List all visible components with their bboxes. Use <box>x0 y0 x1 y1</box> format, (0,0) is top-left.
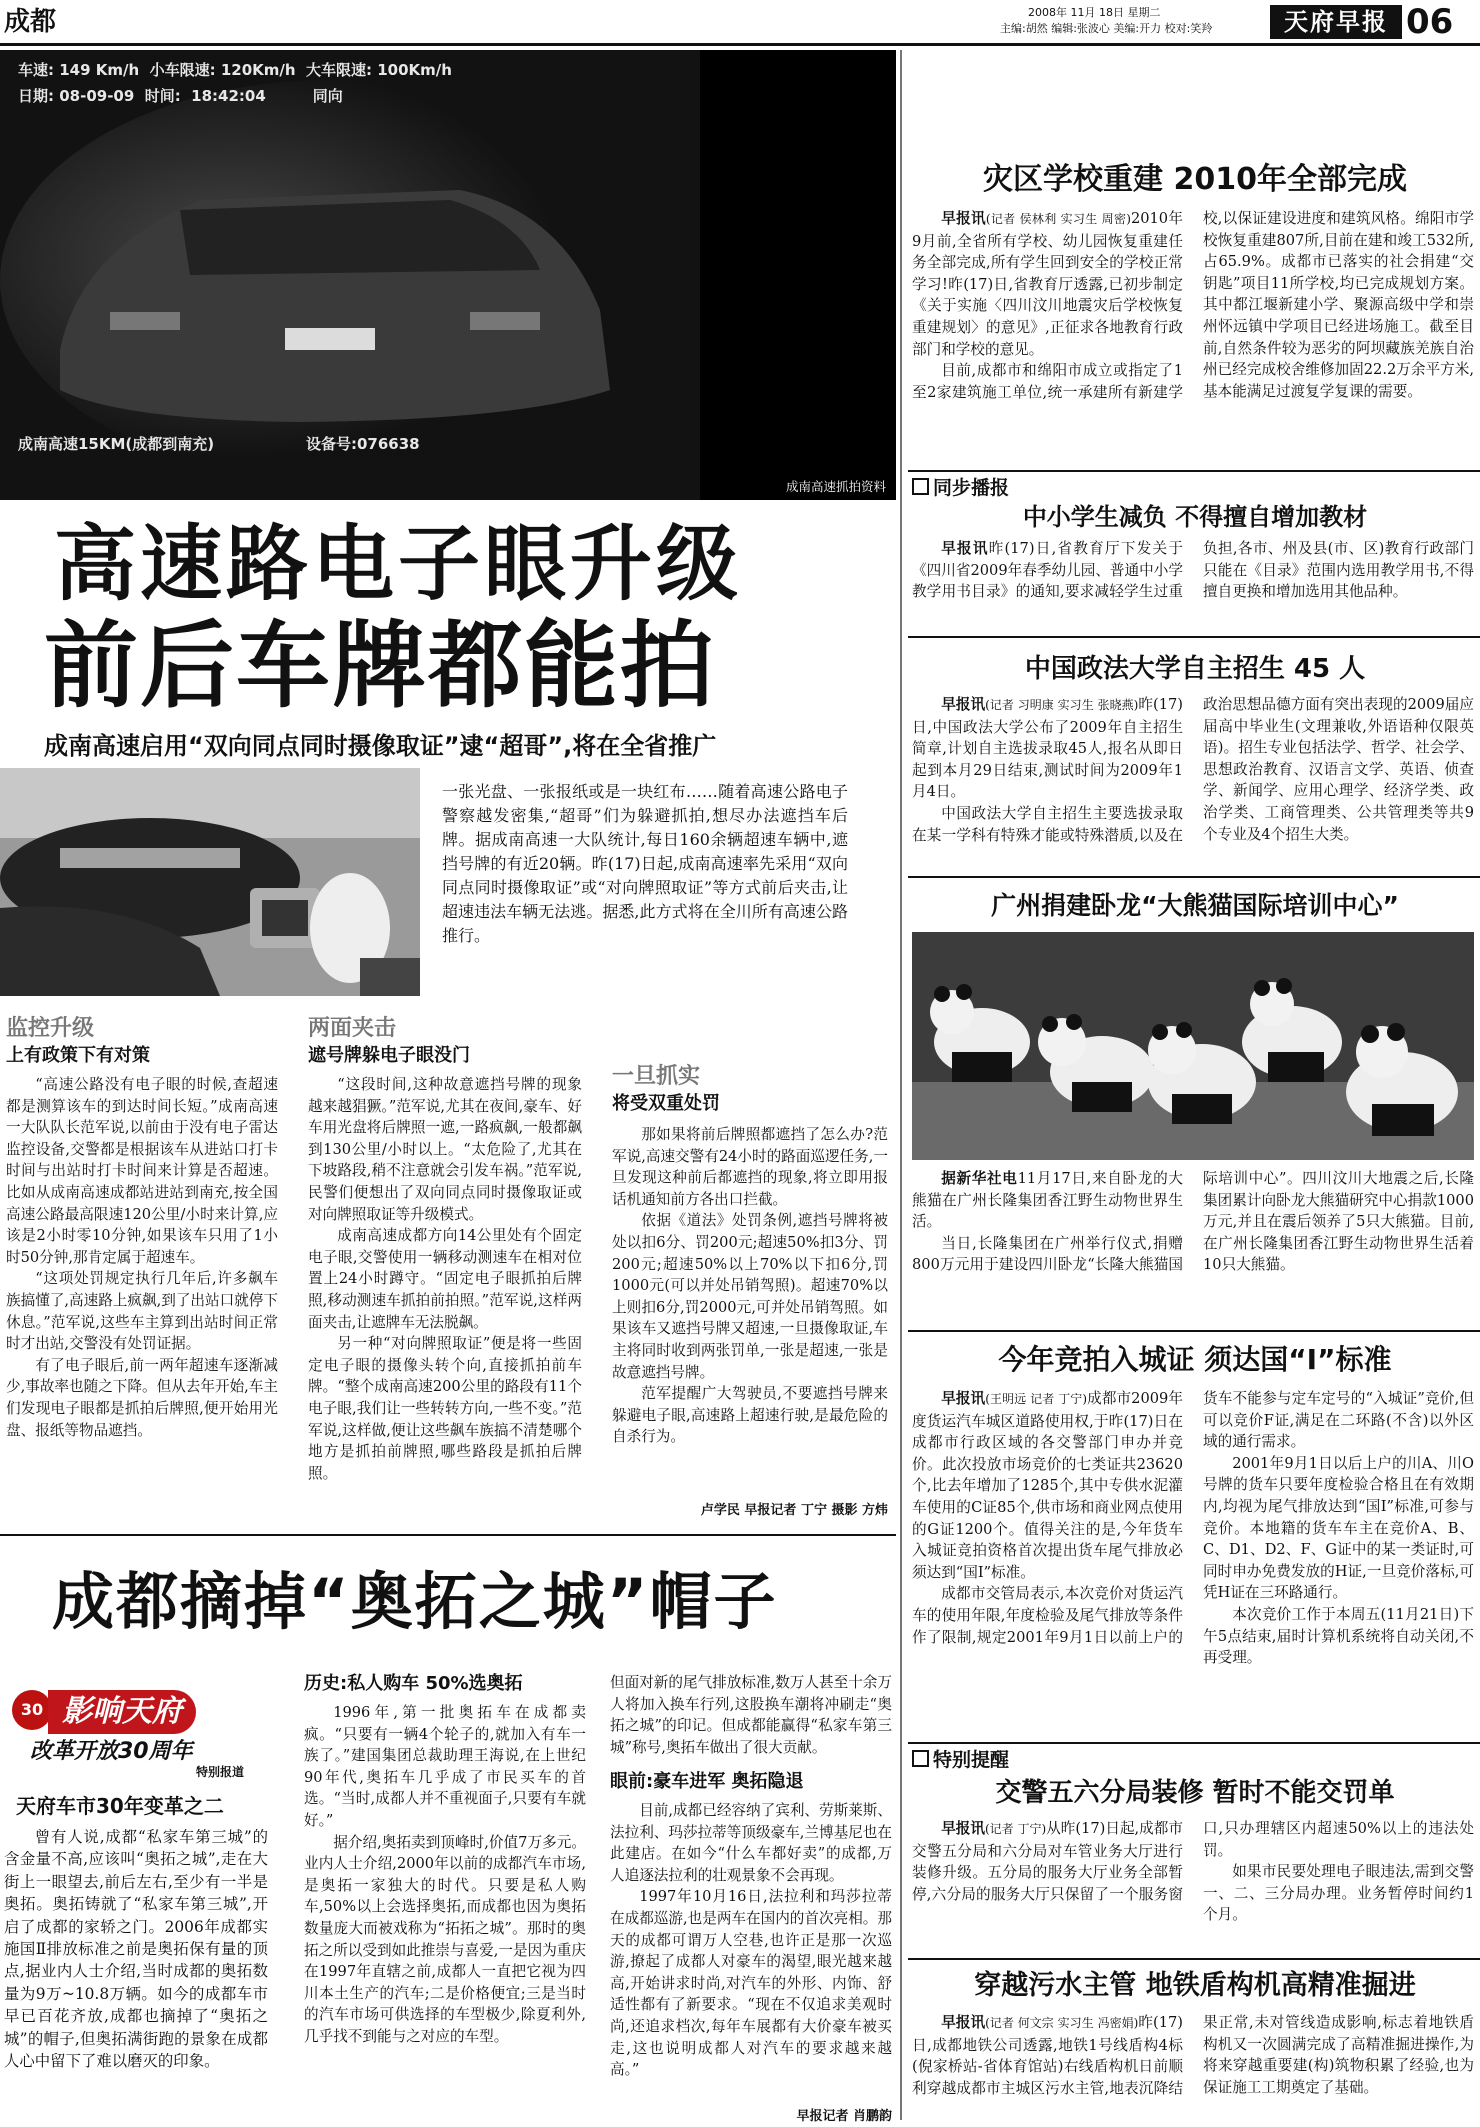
sec2-body <box>308 1074 582 1504</box>
center-vertical-rule <box>900 50 902 2120</box>
sec2-p3: 另一种“对向牌照取证”便是将一些固定电子眼的摄像头转个向,直接抓拍前车牌。“整个成南高速200公里的路段有11个电子眼,我们让一些转转方向,一些不变。”范军说,这样做,便让这些飙车族搞不清楚哪个地方是抓拍前牌照,哪些路段是抓拍后牌照。 <box>308 1335 582 1482</box>
logo-title: 影响天府 <box>48 1690 196 1734</box>
car-night-image <box>0 50 896 500</box>
sec1-body <box>6 1074 278 1504</box>
main-headline-2: 前后车牌都能拍 <box>44 612 717 721</box>
main-headline-1: 高速路电子眼升级 <box>54 517 743 612</box>
police-camera-image <box>0 768 420 996</box>
hist-cont <box>610 1672 892 1760</box>
notice-label: 特别提醒 <box>912 1748 1009 1772</box>
aotuo-intro <box>4 1826 268 2124</box>
panda-image <box>912 932 1474 1160</box>
cupl-p1 <box>912 694 1183 803</box>
school-p1-text: 2010年9月前,全省所有学校、幼儿园恢复重建任务全部完成,所有学生回到安全的学校正常学习!昨(17)日,省教育厅透露,已初步制定《关于实施〈四川汶川地震灾后学校恢复重建规划〉的意见》,正征求各地教育行政部门和学校的意见。 <box>912 210 1183 358</box>
page-number: 06 <box>1406 2 1454 42</box>
sync-label: 同步播报 <box>912 476 1009 500</box>
hist-p2: 据介绍,奥拓卖到顶峰时,价值7万多元。业内人士介绍,2000年以前的成都汽车市场,是奥拓一家独大的时代。只要是私人购车,50%以上会选择奥拓,而成都也因为奥拓数量庞大而被戏称为“拓拓之城”。那时的奥拓之所以受到如此推崇与喜爱,一是因为重庆在1997年直辖之前,成都人一直把它视为四川本土生产的汽车;二是价格便宜;三是当时的汽车市场可供选择的车型极少,除夏利外,几乎找不到能与之对应的车型。 <box>304 1833 586 2045</box>
sec3-body <box>612 1124 888 1496</box>
sec1-title: 上有政策下有对策 <box>6 1045 150 1066</box>
logo-number: 30 <box>12 1690 52 1730</box>
school-p1 <box>912 208 1183 360</box>
sec2-p1: “这段时间,这种故意遮挡号牌的现象越来越猖獗。”范军说,尤其在夜间,豪车、好车用光盘将后牌照一遮,一路疯飙,一般都飙到130公里/小时以上。“太危险了,尤其在下坡路段,稍不注意就会引发车祸。”范军说,民警们便想出了双向同点同时摄像取证或对向牌照取证等升级模式。 <box>308 1076 582 1223</box>
series-logo <box>0 1690 264 1786</box>
cupl-p2: 中国政法大学自主招生主要选拔录取在某一学科有特殊才能或特殊潜质,以及在政治思想品德方面有突出表现的2009届应届高中毕业生(文理兼收,外语语种仅限英语)。招生专业包括法学、哲学、社会学、思想政治教育、汉语言文学、英语、侦查学、新闻学、应用心理学、经济学类、政治学类、工商管理类、公共管理类等共9个专业及4个招生大类。 <box>912 696 1474 844</box>
speed-camera-photo <box>0 50 896 500</box>
sec3-title: 将受双重处罚 <box>612 1093 720 1114</box>
sec1-p2: “这项处罚规定执行几年后,许多飙车族搞懂了,高速路上疯飙,到了出站口就停下休息。”范军说,这些车主算到出站时间正常时才出站,交警没有处罚证据。 <box>6 1270 278 1353</box>
license-rule <box>908 1742 1480 1744</box>
subway-headline: 穿越污水主管 地铁盾构机高精准掘进 <box>974 1970 1416 2001</box>
school-reporters: (记者 侯林利 实习生 周密) <box>985 212 1131 226</box>
license-p1 <box>912 1388 1183 1583</box>
sec2-kicker: 两面夹击 <box>308 1016 397 1041</box>
sync-rule <box>908 636 1480 638</box>
logo-subtitle: 改革开放30周年 <box>30 1739 193 1764</box>
main-bottom-rule <box>0 1534 896 1536</box>
logo-special: 特别报道 <box>196 1765 245 1779</box>
sec1-p1: “高速公路没有电子眼的时候,查超速都是测算该车的到达时间长短。”成南高速一大队队长范军说,以前由于没有电子雷达监控设备,交警都是根据该车从进站口打卡时间与出站时打卡时间来计算是否超速。比如从成南高速成都站进站到南充,按全国高速公路最高限速120公里/小时来计算,应该是2小时零10分钟,如果该车只用了1小时50分钟,那肯定属于超速车。 <box>6 1076 278 1266</box>
issue-date: 2008年 11月 18日 星期二 <box>1028 6 1161 19</box>
sec2-title: 遮号牌躲电子眼没门 <box>308 1045 470 1066</box>
overlay-location: 成南高速15KM(成都到南充) <box>18 435 215 453</box>
now-p1: 目前,成都已经容纳了宾利、劳斯莱斯、法拉利、玛莎拉蒂等顶级豪车,兰博基尼也在此建店。在如今“什么车都好卖”的成都,万人追逐法拉利的壮观景象不会再现。 <box>610 1802 892 1884</box>
photo-caption: 成南高速抓拍资料 <box>780 478 892 496</box>
overlay-date-line: 日期: 08-09-09 时间: 18:42:04 同向 <box>18 87 343 105</box>
subway-lead: 早报讯 <box>941 2014 986 2031</box>
sync-lead: 早报讯 <box>941 540 989 557</box>
paper-logo: 天府早报 <box>1270 5 1402 39</box>
hist-body <box>304 1702 586 2124</box>
school-headline: 灾区学校重建 2010年全部完成 <box>983 162 1407 197</box>
notice-headline: 交警五六分局装修 暂时不能交罚单 <box>995 1778 1395 1808</box>
sync-text <box>912 538 1474 603</box>
notice-rule <box>908 1958 1480 1960</box>
subway-p1-text: 昨(17)日,成都地铁公司透露,地铁1号线盾构4标(倪家桥站-省体育馆站)右线盾构机日前顺利穿越成都市主城区污水主管,地表沉降结果正常,未对管线造成影响,标志着地铁盾构机又一次圆满完成了高精准掘进操作,为将来穿越重要建(构)筑物积累了经验,也为保证施工工期奠定了基础。 <box>912 2014 1474 2097</box>
sec3-p2: 依据《道法》处罚条例,遮挡号牌将被处以扣6分、罚200元;超速50%扣3分、罚200元;超速50%以上70%以下扣6分,罚1000元(可以并处吊销驾照)。超速70%以上则扣6分,罚2000元,可并处吊销驾照。如果该车又遮挡号牌又超速,一旦摄像取证,车主将同时收到两张罚单,一张是超速,一张是故意遮挡号牌。 <box>612 1212 888 1381</box>
sec3-kicker: 一旦抓实 <box>612 1064 701 1089</box>
sec1-kicker: 监控升级 <box>6 1016 95 1041</box>
panda-p1 <box>912 1168 1183 1233</box>
main-byline: 卢学民 早报记者 丁宁 摄影 方炜 <box>700 1503 888 1518</box>
cupl-rule <box>908 876 1480 878</box>
overlay-device-id: 设备号:076638 <box>306 435 420 453</box>
editor-credits: 主编:胡然 编辑:张波心 美编:开力 校对:笑羚 <box>1000 22 1213 35</box>
cupl-reporters: (记者 习明康 实习生 张晓燕) <box>985 698 1139 712</box>
hist-title: 历史:私人购车 50%选奥拓 <box>304 1673 523 1694</box>
panda-photo <box>912 932 1474 1160</box>
license-lead: 早报讯 <box>941 1390 986 1407</box>
license-p2: 成都市交管局表示,本次竞价对货运汽车的使用年限,年度检验及尾气排放等条件作了限制,规定2001年9月1日以前上户的货车不能参与定车定号的“入城证”竞价,但可以竞价F证,满足在二环路(不含)以外区域的通行需求。 <box>912 1390 1474 1646</box>
notice-reporters: (记者 丁宁) <box>984 1822 1047 1836</box>
masthead-rule <box>0 43 1480 46</box>
aotuo-byline: 早报记者 肖鹏韵 <box>796 2109 892 2124</box>
now-p2: 1997年10月16日,法拉利和玛莎拉蒂在成都巡游,也是两车在国内的首次亮相。那天的成都可谓万人空巷,也许正是那一次巡游,撩起了成都人对豪车的渴望,眼光越来越高,开始讲求时尚,对汽车的外形、内饰、舒适性都有了新要求。“现在不仅追求美观时尚,还追求档次,每年车展都有大价豪车被买走,这也说明成都人对汽车的要求越来越高。” <box>610 1888 892 2079</box>
school-body <box>912 208 1474 466</box>
aotuo-headline: 成都摘掉“奥拓之城”帽子 <box>52 1565 778 1638</box>
notice-p1-text: 从昨(17)日起,成都市交警五分局和六分局对车管业务大厅进行装修升级。五分局的服务大厅业务全部暂停,六分局的服务大厅只保留了一个服务窗口,只办理辖区内超速50%以上的违法处罚。 <box>912 1820 1474 1903</box>
license-reporters: (王明远 记者 丁宁) <box>985 1392 1088 1406</box>
license-p4: 本次竞价工作于本周五(11月21日)下午5点结束,届时计算机系统将自动关闭,不再受理。 <box>1203 1605 1474 1667</box>
notice-p2: 如果市民要处理电子眼违法,需到交警一、二、三分局办理。业务暂停时间约1个月。 <box>1203 1863 1474 1924</box>
aotuo-intro-text: 曾有人说,成都“私家车第三城”的含金量不高,应该叫“奥拓之城”,走在大街上一眼望去,前后左右,至少有一半是奥拓。奥拓铸就了“私家车第三城”,开启了成都的家轿之门。2006年成都实施国Ⅱ排放标准之前是奥拓保有量的顶点,据业内人士介绍,当时成都的奥拓数量为9万~10.8万辆。如今的成都车市早已百花齐放,成都也摘掉了“奥拓之城”的帽子,但奥拓满街跑的景象在成都人心中留下了难以磨灭的印象。 <box>4 1828 268 2071</box>
section-title: 成都 <box>4 7 57 37</box>
police-photo <box>0 768 420 996</box>
notice-body <box>912 1818 1474 1950</box>
subway-reporters: (记者 何文宗 实习生 冯密娟) <box>985 2016 1139 2030</box>
school-p2: 目前,成都市和绵阳市成立或指定了1至2家建筑施工单位,统一承建所有新建学校,以保证建设进度和建筑风格。绵阳市学校恢复重建807所,目前在建和竣工532所,占65.9%。成都市已落实的社会捐建“交钥匙”项目11所学校,均已完成规划方案。其中都江堰新建小学、聚源高级中学和崇州怀远镇中学项目已经进场施工。截至目前,自然条件较为恶劣的阿坝藏族羌族自治州已经完成校舍维修加固22.2万余平方米,基本能满足过渡复学复课的需要。 <box>912 210 1474 401</box>
sync-headline: 中小学生减负 不得擅自增加教材 <box>1022 503 1368 531</box>
panda-lead: 据新华社电 <box>941 1170 1018 1187</box>
overlay-speed-line: 车速: 149 Km/h 小车限速: 120Km/h 大车限速: 100Km/h <box>18 61 452 79</box>
now-body <box>610 1800 892 2106</box>
sync-body <box>912 538 1474 626</box>
panda-headline: 广州捐建卧龙“大熊猫国际培训中心” <box>991 891 1399 920</box>
panda-p2: 当日,长隆集团在广州举行仪式,捐赠800万元用于建设四川卧龙“长隆大熊猫国际培训中心”。四川汶川大地震之后,长隆集团累计向卧龙大熊猫研究中心捐款1000万元,并且在震后领养了5只大熊猫。目前,在广州长隆集团香江野生动物世界生活着10只大熊猫。 <box>912 1170 1474 1274</box>
panda-p1-text: 11月17日,来自卧龙的大熊猫在广州长隆集团香江野生动物世界生活。 <box>912 1170 1183 1231</box>
sec2-p2: 成南高速成都方向14公里处有个固定电子眼,交警使用一辆移动测速车在相对位置上24小时蹲守。“固定电子眼抓拍后牌照,移动测速车抓拍前拍照。”范军说,这样两面夹击,让遮牌车无法脱飙。 <box>308 1227 582 1331</box>
cupl-p1-text: 昨(17)日,中国政法大学公布了2009年自主招生简章,计划自主选拔录取45人,报名从即日起到本月29日结束,测试时间为2009年1月4日。 <box>912 696 1183 801</box>
school-lead: 早报讯 <box>941 210 986 227</box>
license-headline: 今年竞拍入城证 须达国“I”标准 <box>998 1343 1392 1376</box>
school-rule <box>908 470 1480 472</box>
license-body <box>912 1388 1474 1738</box>
subway-body <box>912 2012 1474 2124</box>
notice-lead: 早报讯 <box>941 1820 985 1837</box>
hist-p1: 1996年,第一批奥拓车在成都卖疯。“只要有一辆4个轮子的,就加入有车一族了。”建国集团总裁助理王海说,在上世纪90年代,奥拓车几乎成了市民买车的首选。“当时,成都人并不重视面子,只要有车就好。” <box>304 1704 586 1829</box>
panda-rule <box>908 1330 1480 1332</box>
sec1-p3: 有了电子眼后,前一两年超速车逐渐减少,事故率也随之下降。但从去年开始,车主们发现电子眼都是抓拍后牌照,便开始用光盘、报纸等物品遮挡。 <box>6 1356 278 1439</box>
sec3-p3: 范军提醒广大驾驶员,不要遮挡号牌来躲避电子眼,高速路上超速行驶,是最危险的自杀行为。 <box>612 1385 888 1446</box>
license-p1-text: 成都市2009年度货运汽车城区道路使用权,于昨(17)日在成都市行政区域的各交警部门申办并竞价。此次投放市场竞价的七类证共23620个,比去年增加了1285个,其中专供水泥灌车使用的C证85个,供市场和商业网点使用的G证1200个。值得关注的是,今年货车入城证竞拍资格首次提出货车尾气排放必须达到“国I”标准。 <box>912 1390 1183 1581</box>
cupl-headline: 中国政法大学自主招生 45 人 <box>1024 654 1366 684</box>
cupl-body <box>912 694 1474 868</box>
series-title: 天府车市30年变革之二 <box>16 1794 224 1818</box>
panda-body <box>912 1168 1474 1318</box>
license-p3: 2001年9月1日以后上户的川A、川O号牌的货车只要年度检验合格且在有效期内,均视为尾气排放达到“国I”标准,可参与竞价。本地籍的货车车主在竞价A、B、C、D1、D2、F、G证中的某一类证时,可同时申办免费发放的H证,一旦竞价落标,可凭H证在三环路通行。 <box>1203 1454 1474 1602</box>
subway-p1 <box>912 2012 1474 2099</box>
main-intro-text: 一张光盘、一张报纸或是一块红布……随着高速公路电子警察越发密集,“超哥”们为躲避抓拍,想尽办法遮挡车后牌。据成南高速一大队统计,每日160余辆超速车辆中,遮挡号牌的有近20辆。昨(17)日起,成南高速率先采用“双向同点同时摄像取证”或“对向牌照取证”等方式前后夹击,让超速违法车辆无法逃。据悉,此方式将在全川所有高速公路推行。 <box>442 782 848 945</box>
now-title: 眼前:豪车进军 奥拓隐退 <box>610 1771 804 1792</box>
sync-body-text: 昨(17)日,省教育厅下发关于《四川省2009年春季幼儿园、普通中小学教学用书目录》的通知,要求减轻学生过重负担,各市、州及县(市、区)教育行政部门只能在《目录》范围内选用教学用书,不得擅自更换和增加选用其他品种。 <box>912 540 1474 601</box>
main-subhead: 成南高速启用“双向同点同时摄像取证”逮“超哥”,将在全省推广 <box>44 732 717 760</box>
sec3-p1: 那如果将前后牌照都遮挡了怎么办?范军说,高速交警有24小时的路面巡逻任务,一旦发现这种前后都遮挡的现象,将立即用报话机通知前方各出口拦截。 <box>612 1126 888 1208</box>
main-intro <box>402 780 848 990</box>
hist-p3: 但面对新的尾气排放标准,数万人甚至十余万人将加入换车行列,这股换车潮将冲刷走“奥拓之城”的印记。但成都能赢得“私家车第三城”称号,奥拓车做出了很大贡献。 <box>610 1674 892 1756</box>
cupl-lead: 早报讯 <box>941 696 986 713</box>
